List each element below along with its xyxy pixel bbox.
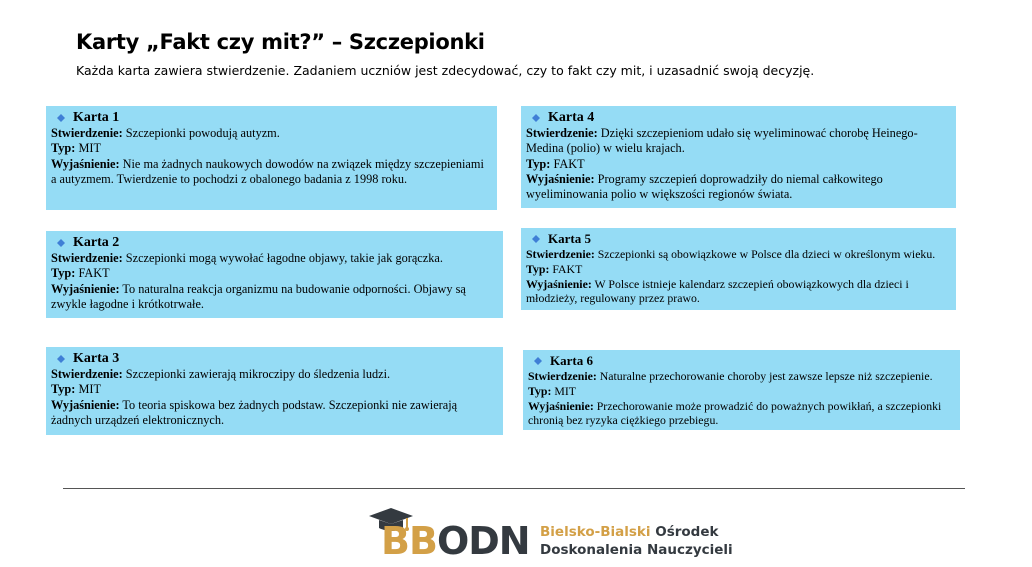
card-explanation bbox=[51, 282, 498, 313]
logo-mark-odn: ODN bbox=[436, 519, 530, 563]
explanation-label: Wyjaśnienie: bbox=[528, 398, 594, 413]
statement-label: Stwierdzenie: bbox=[526, 126, 598, 140]
card-statement bbox=[526, 247, 951, 262]
page-title: Karty „Fakt czy mit?” – Szczepionki bbox=[76, 30, 485, 54]
card-title bbox=[534, 353, 955, 369]
logo-text bbox=[540, 523, 733, 559]
type-label: Typ: bbox=[51, 141, 76, 156]
explanation-label: Wyjaśnienie: bbox=[51, 397, 120, 412]
explanation-text: To naturalna reakcja organizmu na budowanie odporności. Objawy są zwykle łagodne i krótkotrwałe. bbox=[51, 281, 466, 311]
explanation-text: Przechorowanie może prowadzić do poważnych powikłań, a szczepionki chronią bez ryzyka ciężkiego przebiegu. bbox=[528, 398, 942, 428]
card-type bbox=[526, 262, 951, 277]
footer-divider bbox=[63, 488, 965, 489]
statement-label: Stwierdzenie: bbox=[51, 367, 123, 381]
card-statement bbox=[51, 251, 498, 266]
card-type bbox=[51, 141, 492, 156]
card-title bbox=[57, 234, 498, 251]
logo-mark bbox=[381, 519, 530, 563]
type-value: FAKT bbox=[553, 156, 585, 171]
logo-mark-bb: BB bbox=[381, 519, 437, 563]
diamond-bullet-icon bbox=[532, 235, 540, 243]
card-statement bbox=[528, 369, 955, 384]
statement-label: Stwierdzenie: bbox=[51, 126, 123, 140]
statement-text: Naturalne przechorowanie choroby jest zawsze lepsze niż szczepienie. bbox=[599, 369, 933, 383]
card-type bbox=[526, 157, 951, 172]
statement-label: Stwierdzenie: bbox=[528, 369, 597, 383]
card-title bbox=[57, 109, 492, 126]
card-statement bbox=[526, 126, 951, 157]
card-title-text: Karta 6 bbox=[550, 353, 593, 368]
card-2 bbox=[46, 231, 503, 318]
logo-line-1-part-1: Bielsko-Bialski bbox=[540, 524, 651, 540]
explanation-text: Programy szczepień doprowadziły do niemal całkowitego wyeliminowania polio w większości regionów świata. bbox=[526, 171, 883, 202]
card-type bbox=[51, 266, 498, 281]
statement-text: Dzięki szczepieniom udało się wyeliminować chorobę Heinego-Medina (polio) w wielu krajach. bbox=[526, 126, 918, 156]
type-value: MIT bbox=[78, 382, 101, 397]
type-label: Typ: bbox=[528, 383, 552, 398]
card-statement bbox=[51, 367, 498, 382]
card-explanation bbox=[51, 157, 492, 188]
type-label: Typ: bbox=[51, 266, 76, 281]
type-value: FAKT bbox=[78, 266, 110, 281]
diamond-bullet-icon bbox=[57, 355, 65, 363]
card-5 bbox=[521, 228, 956, 310]
type-label: Typ: bbox=[526, 156, 551, 171]
explanation-label: Wyjaśnienie: bbox=[526, 171, 595, 186]
diamond-bullet-icon bbox=[57, 239, 65, 247]
statement-text: Szczepionki mogą wywołać łagodne objawy, takie jak gorączka. bbox=[125, 251, 443, 265]
explanation-label: Wyjaśnienie: bbox=[526, 276, 592, 291]
statement-label: Stwierdzenie: bbox=[526, 247, 595, 261]
type-value: FAKT bbox=[552, 261, 583, 276]
logo-line-1 bbox=[540, 523, 733, 541]
card-explanation bbox=[526, 172, 951, 203]
card-title-text: Karta 3 bbox=[73, 351, 120, 366]
explanation-text: Nie ma żadnych naukowych dowodów na związek między szczepieniami a autyzmem. Twierdzenie to pochodzi z obalonego badania z 1998 roku. bbox=[51, 156, 484, 186]
card-explanation bbox=[526, 277, 951, 307]
card-title bbox=[57, 350, 498, 367]
type-label: Typ: bbox=[526, 261, 550, 276]
statement-text: Szczepionki zawierają mikroczipy do śledzenia ludzi. bbox=[125, 367, 391, 381]
card-statement bbox=[51, 126, 492, 141]
bbodn-logo bbox=[367, 504, 733, 564]
card-title bbox=[532, 109, 951, 126]
card-6 bbox=[523, 350, 960, 430]
diamond-bullet-icon bbox=[534, 357, 542, 365]
card-title-text: Karta 5 bbox=[548, 231, 591, 246]
type-value: MIT bbox=[78, 141, 101, 156]
statement-text: Szczepionki powodują autyzm. bbox=[125, 126, 280, 140]
card-type bbox=[51, 382, 498, 397]
logo-line-1-part-2: Ośrodek bbox=[655, 524, 719, 540]
card-3 bbox=[46, 347, 503, 435]
statement-text: Szczepionki są obowiązkowe w Polsce dla dzieci w określonym wieku. bbox=[597, 247, 936, 261]
card-title-text: Karta 1 bbox=[73, 110, 120, 125]
page-subtitle: Każda karta zawiera stwierdzenie. Zadaniem uczniów jest zdecydować, czy to fakt czy mit, i uzasadnić swoją decyzję. bbox=[76, 63, 815, 78]
card-explanation bbox=[51, 398, 498, 429]
card-1 bbox=[46, 106, 497, 210]
card-title bbox=[532, 231, 951, 247]
card-type bbox=[528, 384, 955, 399]
card-title-text: Karta 2 bbox=[73, 235, 120, 250]
card-title-text: Karta 4 bbox=[548, 110, 595, 125]
card-explanation bbox=[528, 399, 955, 429]
diamond-bullet-icon bbox=[57, 114, 65, 122]
type-label: Typ: bbox=[51, 382, 76, 397]
logo-line-2: Doskonalenia Nauczycieli bbox=[540, 542, 733, 558]
diamond-bullet-icon bbox=[532, 114, 540, 122]
explanation-text: W Polsce istnieje kalendarz szczepień obowiązkowych dla dzieci i młodzieży, regulowany przez prawo. bbox=[526, 276, 909, 306]
statement-label: Stwierdzenie: bbox=[51, 251, 123, 265]
explanation-text: To teoria spiskowa bez żadnych podstaw. Szczepionki nie zawierają żadnych urządzeń elektronicznych. bbox=[51, 397, 458, 427]
card-4 bbox=[521, 106, 956, 208]
type-value: MIT bbox=[554, 383, 576, 398]
explanation-label: Wyjaśnienie: bbox=[51, 156, 120, 171]
explanation-label: Wyjaśnienie: bbox=[51, 281, 120, 296]
